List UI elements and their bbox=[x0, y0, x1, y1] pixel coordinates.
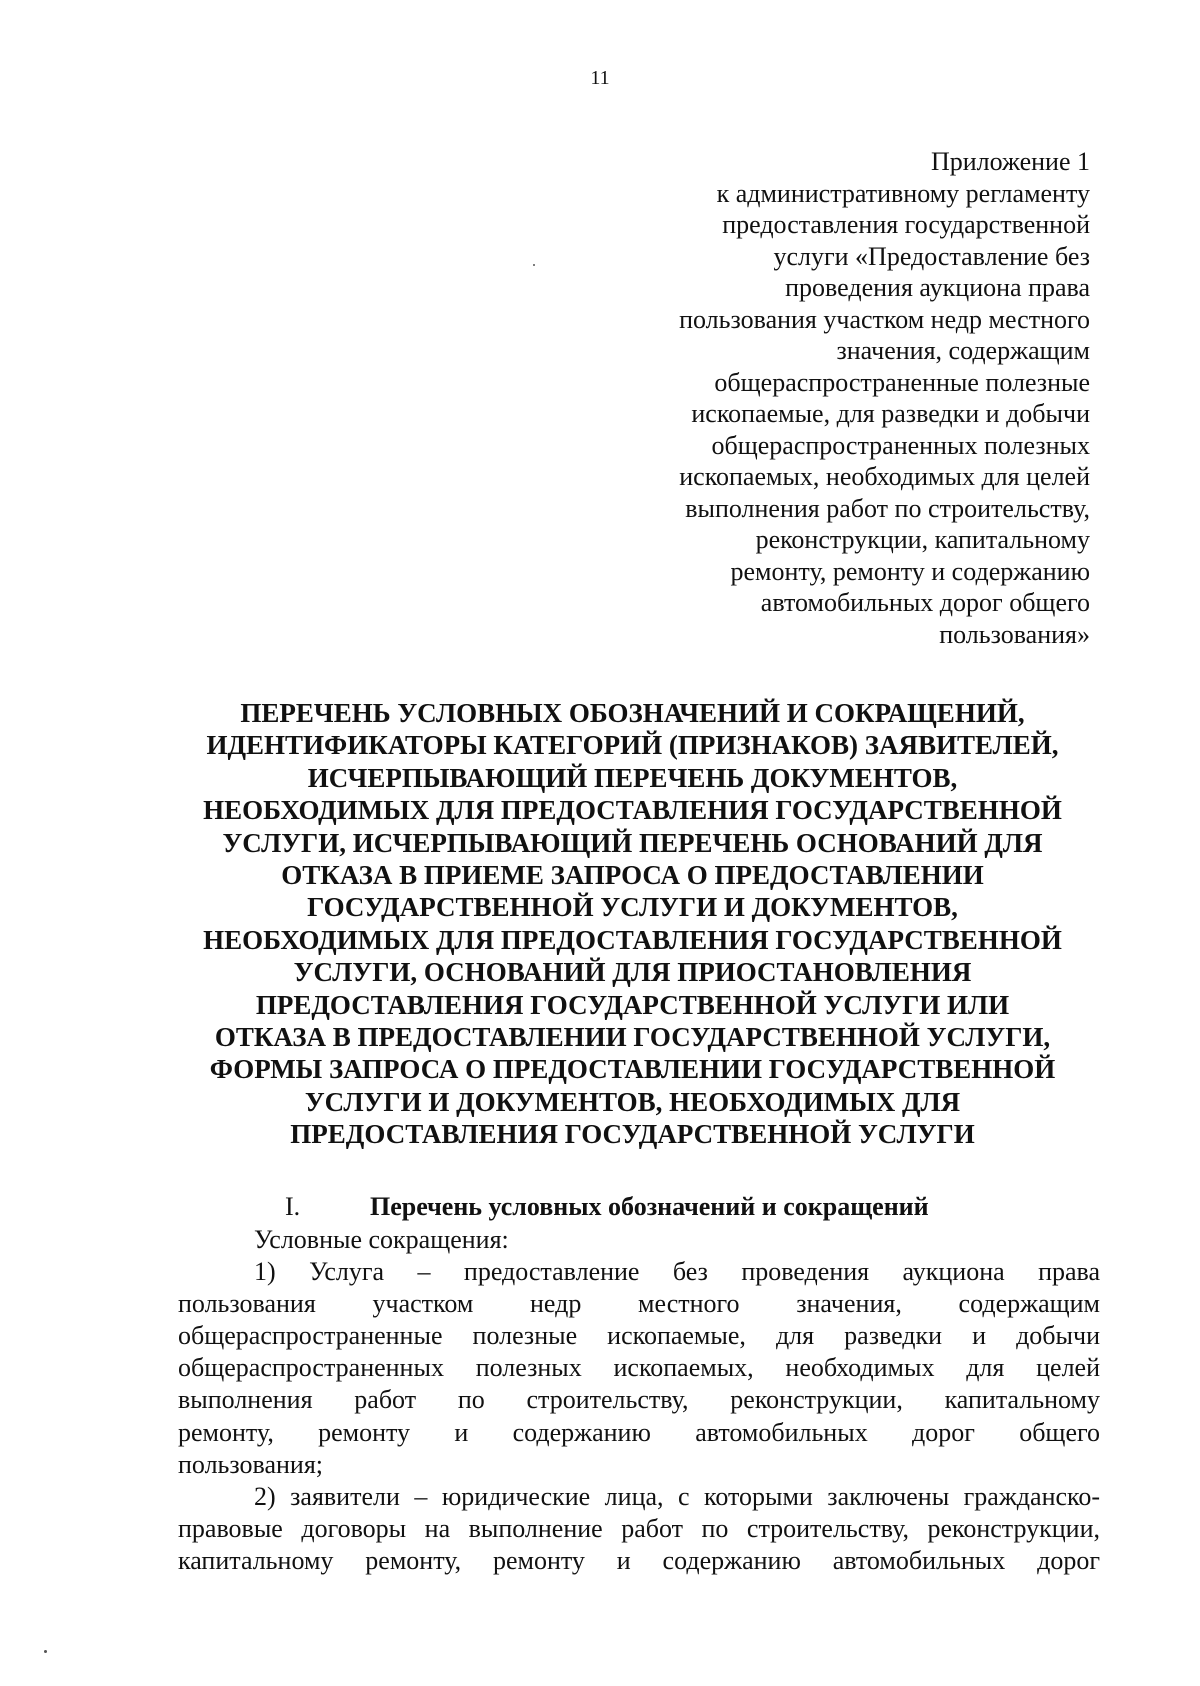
appendix-line: ремонту, ремонту и содержанию bbox=[730, 556, 1090, 586]
item1-line: пользования; bbox=[178, 1449, 324, 1479]
title-line: НЕОБХОДИМЫХ ДЛЯ ПРЕДОСТАВЛЕНИЯ ГОСУДАРСТВЕННОЙ bbox=[203, 795, 1062, 826]
item1-line: выполнения работ по строительству, реконструкции, капитальному bbox=[178, 1385, 1100, 1415]
appendix-line: общераспространенных полезных bbox=[711, 430, 1090, 460]
appendix-line: реконструкции, капитальному bbox=[755, 525, 1090, 554]
appendix-line: общераспространенные полезные bbox=[714, 367, 1090, 397]
appendix-line: значения, содержащим bbox=[836, 336, 1090, 365]
item2-line: капитальному ремонту, ремонту и содержанию автомобильных дорог bbox=[178, 1545, 1100, 1575]
appendix-line: пользования участком недр местного bbox=[679, 304, 1090, 334]
item1-line: общераспространенные полезные ископаемые, для разведки и добычи bbox=[178, 1321, 1100, 1351]
page-number: 11 bbox=[590, 67, 610, 89]
intro-line: Условные сокращения: bbox=[254, 1225, 509, 1254]
title-line: ОТКАЗА В ПРЕДОСТАВЛЕНИИ ГОСУДАРСТВЕННОЙ УСЛУГИ, bbox=[214, 1022, 1051, 1053]
appendix-line: автомобильных дорог общего bbox=[760, 588, 1090, 617]
title-line: УСЛУГИ, ОСНОВАНИЙ ДЛЯ ПРИОСТАНОВЛЕНИЯ bbox=[293, 957, 972, 988]
appendix-line: выполнения работ по строительству, bbox=[685, 493, 1090, 523]
appendix-line: проведения аукциона права bbox=[785, 273, 1090, 302]
appendix-line: к административному регламенту bbox=[716, 178, 1090, 208]
item2-line: 2) заявители – юридические лица, с которыми заключены гражданско- bbox=[254, 1481, 1100, 1511]
appendix-line: Приложение 1 bbox=[930, 147, 1090, 176]
title-line: УСЛУГИ, ИСЧЕРПЫВАЮЩИЙ ПЕРЕЧЕНЬ ОСНОВАНИЙ ДЛЯ bbox=[222, 827, 1043, 858]
section-title: Перечень условных обозначений и сокращений bbox=[370, 1192, 929, 1221]
scan-speck bbox=[533, 264, 535, 266]
appendix-line: услуги «Предоставление без bbox=[773, 241, 1090, 271]
item1-line: ремонту, ремонту и содержанию автомобильных дорог общего bbox=[178, 1417, 1100, 1447]
title-line: ИСЧЕРПЫВАЮЩИЙ ПЕРЕЧЕНЬ ДОКУМЕНТОВ, bbox=[307, 762, 958, 793]
document-title bbox=[160, 697, 1105, 1151]
appendix-line: ископаемые, для разведки и добычи bbox=[691, 399, 1090, 428]
appendix-line: пользования» bbox=[939, 619, 1090, 649]
scan-speck bbox=[44, 1650, 47, 1653]
item2-line: правовые договоры на выполнение работ по строительству, реконструкции, bbox=[178, 1513, 1100, 1543]
body-text bbox=[178, 1224, 1100, 1577]
title-line: ПЕРЕЧЕНЬ УСЛОВНЫХ ОБОЗНАЧЕНИЙ И СОКРАЩЕНИЙ, bbox=[240, 698, 1025, 728]
appendix-line: предоставления государственной bbox=[722, 210, 1090, 239]
section-heading bbox=[160, 1190, 1105, 1224]
item1-line: общераспространенных полезных ископаемых, необходимых для целей bbox=[178, 1353, 1100, 1383]
title-line: ПРЕДОСТАВЛЕНИЯ ГОСУДАРСТВЕННОЙ УСЛУГИ bbox=[290, 1119, 975, 1150]
title-line: ИДЕНТИФИКАТОРЫ КАТЕГОРИЙ (ПРИЗНАКОВ) ЗАЯВИТЕЛЕЙ, bbox=[206, 730, 1059, 761]
title-line: ФОРМЫ ЗАПРОСА О ПРЕДОСТАВЛЕНИИ ГОСУДАРСТВЕННОЙ bbox=[209, 1054, 1056, 1085]
title-line: ГОСУДАРСТВЕННОЙ УСЛУГИ И ДОКУМЕНТОВ, bbox=[307, 892, 958, 923]
appendix-line: ископаемых, необходимых для целей bbox=[679, 462, 1090, 491]
section-number: I. bbox=[285, 1192, 301, 1221]
title-line: УСЛУГИ И ДОКУМЕНТОВ, НЕОБХОДИМЫХ ДЛЯ bbox=[304, 1086, 961, 1117]
title-line: ПРЕДОСТАВЛЕНИЯ ГОСУДАРСТВЕННОЙ УСЛУГИ ИЛИ bbox=[255, 989, 1010, 1020]
title-line: ОТКАЗА В ПРИЕМЕ ЗАПРОСА О ПРЕДОСТАВЛЕНИИ bbox=[281, 860, 984, 891]
appendix-caption bbox=[570, 146, 1090, 650]
item1-line: пользования участком недр местного значения, содержащим bbox=[178, 1289, 1100, 1319]
title-line: НЕОБХОДИМЫХ ДЛЯ ПРЕДОСТАВЛЕНИЯ ГОСУДАРСТВЕННОЙ bbox=[203, 924, 1062, 955]
item1-line: 1) Услуга – предоставление без проведения аукциона права bbox=[254, 1257, 1100, 1287]
